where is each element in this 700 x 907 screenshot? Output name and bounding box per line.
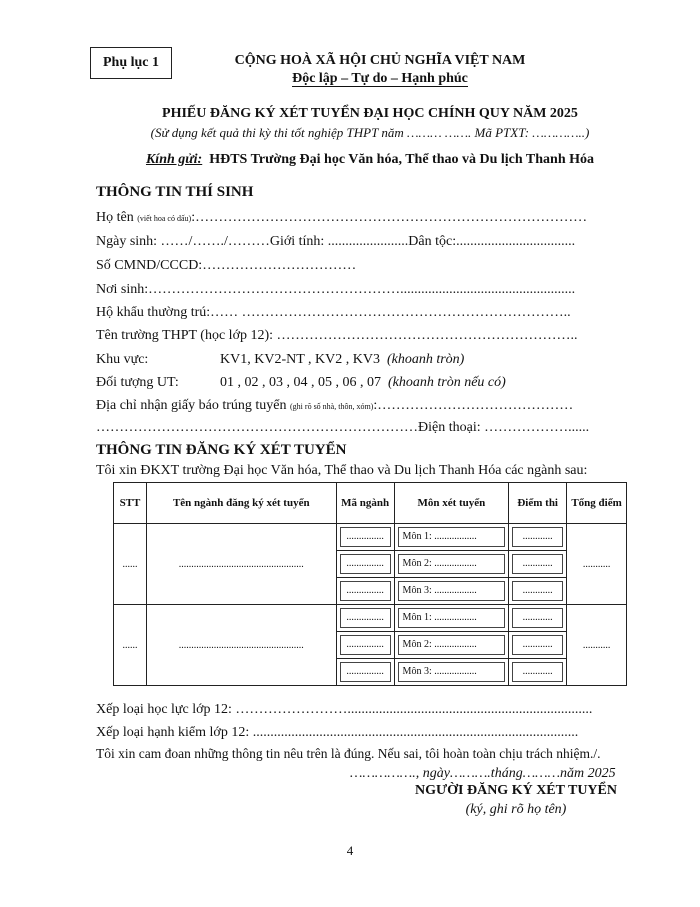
signer-title: NGƯỜI ĐĂNG KÝ XÉT TUYỂN [415, 783, 617, 798]
country-heading: CỘNG HOÀ XÃ HỘI CHỦ NGHĨA VIỆT NAM [234, 53, 526, 68]
subject-cell[interactable]: Môn 1: ................. [398, 527, 506, 547]
table-row [114, 524, 627, 551]
name-dots: :………………………………………………………………………… [191, 210, 588, 225]
major-cell[interactable]: .................................................. [146, 605, 336, 686]
page-number: 4 [346, 843, 354, 858]
col-header-subjects: Môn xét tuyển [394, 483, 509, 524]
area-label: Khu vực: [96, 352, 149, 367]
signer-note: (ký, ghi rõ họ tên) [465, 802, 567, 817]
total-cell[interactable]: ........... [567, 524, 627, 605]
major-cell[interactable]: .................................................. [146, 524, 336, 605]
code-cell[interactable]: ............... [340, 635, 391, 655]
addressee-label: Kính gửi: [145, 152, 203, 167]
address-note: (ghi rõ số nhà, thôn, xóm) [290, 402, 374, 411]
academic-rank-field[interactable]: Xếp loại học lực lớp 12: ……………………...................................................................... [96, 702, 593, 717]
name-note: (viết hoa có dấu) [137, 214, 192, 223]
area-note: (khoanh tròn) [386, 352, 465, 367]
score-cell[interactable]: ............ [512, 608, 563, 628]
subject-cell[interactable]: Môn 3: ................. [398, 662, 506, 682]
subject-cell[interactable]: Môn 2: ................. [398, 554, 506, 574]
form-title: PHIẾU ĐĂNG KÝ XÉT TUYỂN ĐẠI HỌC CHÍNH QUY NĂM 2025 [162, 106, 578, 121]
school-field[interactable]: Tên trường THPT (học lớp 12): ……………………………………………………….. [96, 328, 578, 343]
score-cell[interactable]: ............ [512, 635, 563, 655]
priority-row [96, 375, 179, 391]
conduct-rank-field[interactable]: Xếp loại hạnh kiểm lớp 12: ............................................................................................. [96, 725, 579, 740]
id-number-field[interactable]: Số CMND/CCCD:…………………………… [96, 258, 357, 273]
registration-table [113, 482, 627, 686]
section-candidate-info: THÔNG TIN THÍ SINH [96, 184, 254, 200]
form-subtitle: (Sử dụng kết quả thi kỳ thi tốt nghiệp THPT năm ……… ……. Mã PTXT: …………..) [150, 125, 590, 140]
table-header-row [114, 483, 627, 524]
subject-cell[interactable]: Môn 1: ................. [398, 608, 506, 628]
motto-text: Độc lập – Tự do – Hạnh phúc [292, 71, 468, 86]
code-cell[interactable]: ............... [340, 608, 391, 628]
priority-label: Đối tượng UT: [96, 375, 179, 390]
subject-cell[interactable]: Môn 2: ................. [398, 635, 506, 655]
code-cell[interactable]: ............... [340, 662, 391, 682]
appendix-label: Phụ lục 1 [90, 47, 172, 79]
stt-cell[interactable]: ...... [114, 524, 147, 605]
col-header-total: Tổng điểm [567, 483, 627, 524]
area-options[interactable] [220, 352, 464, 368]
addressee-line [60, 152, 680, 168]
name-label: Họ tên [96, 210, 134, 225]
residence-field[interactable]: Hộ khẩu thường trú:…… …………………………………………………………….. [96, 305, 571, 320]
address-label: Địa chỉ nhận giấy báo trúng tuyển [96, 398, 287, 413]
section-registration-info: THÔNG TIN ĐĂNG KÝ XÉT TUYỂN [96, 442, 347, 458]
priority-values[interactable]: 01 , 02 , 03 , 04 , 05 , 06 , 07 [220, 375, 381, 390]
addressee-name: HĐTS Trường Đại học Văn hóa, Thể thao và Du lịch Thanh Hóa [209, 152, 595, 167]
score-cell[interactable]: ............ [512, 527, 563, 547]
code-cell[interactable]: ............... [340, 554, 391, 574]
total-cell[interactable]: ........... [567, 605, 627, 686]
area-values[interactable]: KV1, KV2-NT , KV2 , KV3 [220, 352, 380, 367]
col-header-major: Tên ngành đăng ký xét tuyển [146, 483, 336, 524]
area-row [96, 352, 148, 368]
priority-note: (khoanh tròn nếu có) [388, 375, 506, 390]
score-cell[interactable]: ............ [512, 581, 563, 601]
col-header-score: Điểm thi [509, 483, 567, 524]
priority-options[interactable] [220, 375, 506, 391]
motto [170, 71, 590, 87]
col-header-code: Mã ngành [336, 483, 394, 524]
subject-cell[interactable]: Môn 3: ................. [398, 581, 506, 601]
table-row [114, 605, 627, 632]
code-cell[interactable]: ............... [340, 527, 391, 547]
birthplace-field[interactable]: Nơi sinh:……………………………………………….................................................. [96, 282, 576, 297]
registration-intro: Tôi xin ĐKXT trường Đại học Văn hóa, Thể thao và Du lịch Thanh Hóa các ngành sau: [96, 463, 588, 478]
score-cell[interactable]: ............ [512, 554, 563, 574]
address-dots: :…………………………………… [373, 398, 574, 413]
dob-gender-ethnicity-field[interactable]: Ngày sinh: ……/……./………Giới tính: .......................Dân tộc:.................................. [96, 234, 576, 249]
phone-field[interactable]: ……………………………………………………………Điện thoại: ………………...... [96, 420, 590, 435]
score-cell[interactable]: ............ [512, 662, 563, 682]
name-field[interactable] [96, 210, 587, 226]
address-field[interactable] [96, 398, 573, 414]
stt-cell[interactable]: ...... [114, 605, 147, 686]
pledge-text: Tôi xin cam đoan những thông tin nêu trên là đúng. Nếu sai, tôi hoàn toàn chịu trách nhiệm./. [96, 746, 601, 761]
col-header-stt: STT [114, 483, 147, 524]
signature-date[interactable]: ……………., ngày……….tháng………năm 2025 [350, 766, 616, 781]
code-cell[interactable]: ............... [340, 581, 391, 601]
